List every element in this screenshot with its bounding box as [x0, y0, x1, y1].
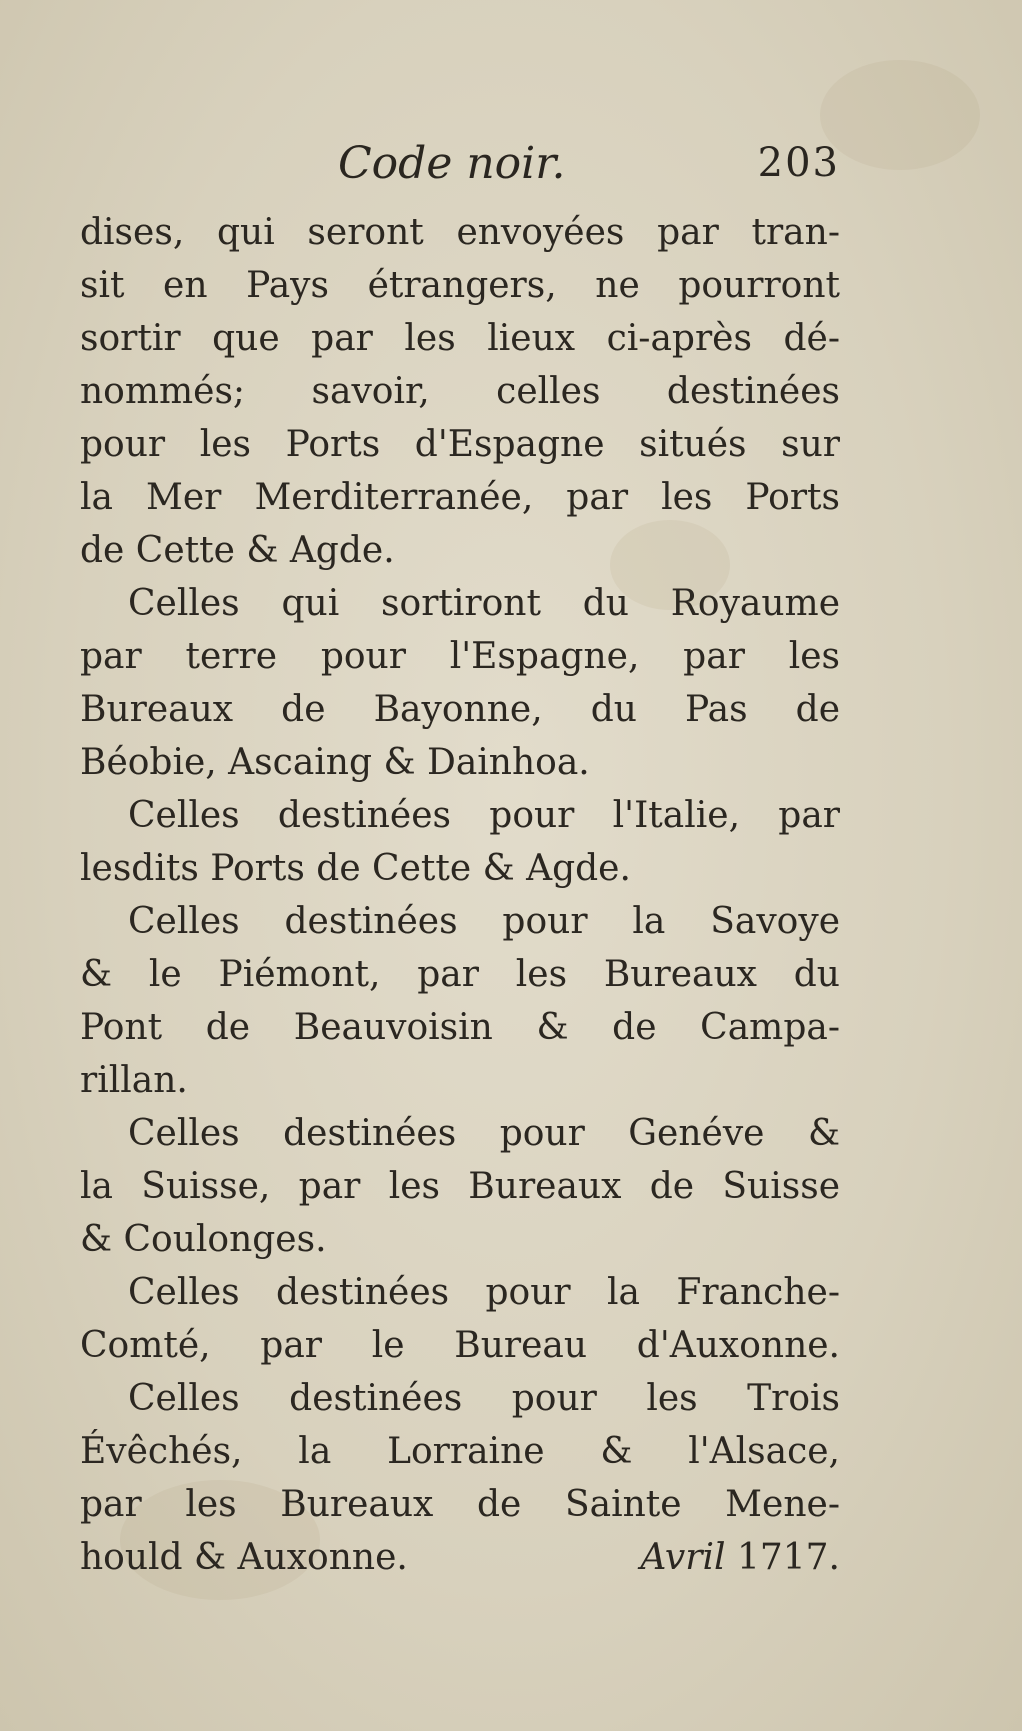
text-line: sortir que par les lieux ci-après dé- [80, 318, 840, 359]
text-line: & le Piémont, par les Bureaux du [80, 954, 840, 995]
text-line: lesdits Ports de Cette & Agde. [80, 848, 631, 889]
text-line: par terre pour l'Espagne, par les [80, 636, 840, 677]
final-line [80, 1531, 840, 1584]
text-line: de Cette & Agde. [80, 530, 395, 571]
text-line: la Suisse, par les Bureaux de Suisse [80, 1166, 840, 1207]
page-header [80, 138, 840, 198]
text-line: Béobie, Ascaing & Dainhoa. [80, 742, 590, 783]
date-stamp [640, 1531, 840, 1584]
text-line: Comté, par le Bureau d'Auxonne. [80, 1325, 840, 1366]
text-line: Celles qui sortiront du Royaume [128, 583, 840, 624]
date-month: Avril [640, 1537, 726, 1578]
date-year: 1717. [736, 1537, 840, 1578]
text-line: Bureaux de Bayonne, du Pas de [80, 689, 840, 730]
text-line: Celles destinées pour Genéve & [128, 1113, 840, 1154]
text-line: la Mer Merditerranée, par les Ports [80, 477, 840, 518]
text-line: sit en Pays étrangers, ne pourront [80, 265, 840, 306]
text-line: Pont de Beauvoisin & de Campa- [80, 1007, 840, 1048]
text-line: Celles destinées pour les Trois [128, 1378, 840, 1419]
running-title: Code noir. [338, 138, 566, 189]
text-line: nommés; savoir, celles destinées [80, 371, 840, 412]
text-line: Celles destinées pour la Franche- [128, 1272, 840, 1313]
text-line: dises, qui seront envoyées par tran- [80, 212, 840, 253]
body-text [80, 206, 840, 1584]
final-line-text: hould & Auxonne. [80, 1537, 408, 1578]
paper-stain [820, 60, 980, 170]
text-line: rillan. [80, 1060, 188, 1101]
text-line: Celles destinées pour l'Italie, par [128, 795, 840, 836]
text-line: Celles destinées pour la Savoye [128, 901, 840, 942]
text-line: par les Bureaux de Sainte Mene- [80, 1484, 840, 1525]
page-number: 203 [757, 140, 840, 186]
text-line: & Coulonges. [80, 1219, 327, 1260]
text-line: Évêchés, la Lorraine & l'Alsace, [80, 1431, 840, 1472]
text-line: pour les Ports d'Espagne situés sur [80, 424, 840, 465]
